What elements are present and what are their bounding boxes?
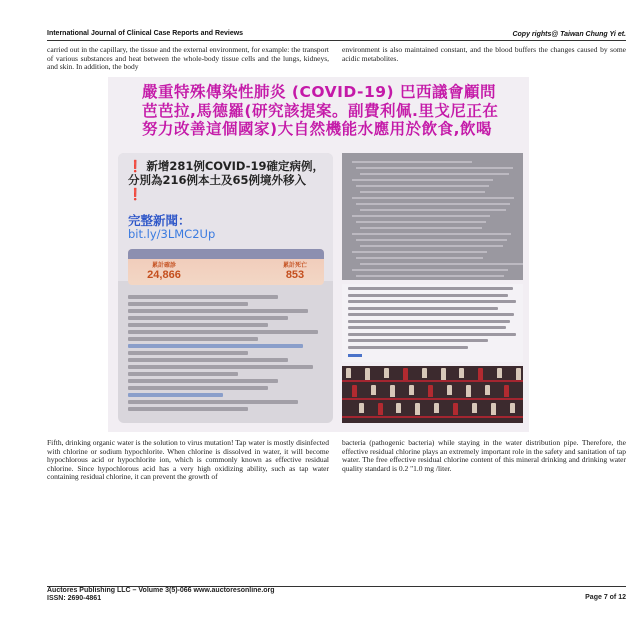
bottle xyxy=(409,385,414,395)
blurred-line xyxy=(128,344,303,348)
document-line xyxy=(352,197,514,199)
article-line xyxy=(348,294,508,297)
bottle xyxy=(428,385,433,397)
bottle xyxy=(491,403,496,415)
document-line xyxy=(356,239,507,241)
document-line xyxy=(352,251,487,253)
exclamation-icon-end: ❗ xyxy=(128,187,143,201)
bottle xyxy=(459,368,464,378)
document-line xyxy=(356,185,489,187)
bottle xyxy=(415,403,420,415)
covid-stats-card xyxy=(128,249,324,285)
blurred-line xyxy=(128,386,268,390)
article-line xyxy=(348,287,513,290)
document-line xyxy=(360,173,509,175)
bottle xyxy=(403,368,408,380)
document-line xyxy=(352,269,508,271)
article-line xyxy=(348,313,514,316)
full-news-label: 完整新聞： xyxy=(128,213,191,228)
shelf-edge xyxy=(342,398,523,400)
bottle xyxy=(472,403,477,413)
article-line xyxy=(348,333,516,336)
paragraph-bottom-right: bacteria (pathogenic bacteria) while staying in the water distribution pipe. Therefore, the effective residual chlorine plays an extremely important role in the safety and sanitation of tap water. The free effective residual chlorine content of this mineral drinking and drinking water quality standard is 0.2 "1.0 mg /liter. xyxy=(342,438,626,473)
blurred-line xyxy=(128,330,318,334)
blurred-line xyxy=(128,302,248,306)
bottle xyxy=(485,385,490,395)
journal-title: International Journal of Clinical Case Reports and Reviews xyxy=(47,30,244,37)
blurred-line xyxy=(128,400,298,404)
case-announcement xyxy=(128,159,324,201)
paragraph-top-left: carried out in the capillary, the tissue and the external environment, for example: the transport of various substances and heat between the whole-body tissue cells and the lungs, kidneys, and skin. In addition, the body xyxy=(47,45,329,71)
document-line xyxy=(356,257,483,259)
bottle xyxy=(447,385,452,395)
read-more-link xyxy=(348,354,362,357)
document-line xyxy=(360,245,503,247)
bottle xyxy=(390,385,395,397)
blurred-line xyxy=(128,295,278,299)
publisher-line: Auctores Publishing LLC – Volume 3(5)-066 www.auctoresonline.org xyxy=(47,587,275,594)
document-line xyxy=(360,209,506,211)
blurred-line xyxy=(128,379,278,383)
document-line xyxy=(356,203,510,205)
article-line xyxy=(348,346,468,349)
blurred-line xyxy=(128,372,238,376)
blurred-line xyxy=(128,337,258,341)
issn-line: ISSN: 2690-4861 xyxy=(47,595,102,602)
blurred-article-text xyxy=(342,284,523,362)
paragraph-top-right: environment is also maintained constant, and the blood buffers the changes caused by some acidic metabolites. xyxy=(342,45,626,63)
header-rule xyxy=(47,40,626,41)
document-line xyxy=(352,161,472,163)
bottle xyxy=(497,368,502,378)
stats-card-header xyxy=(128,249,324,259)
bottle xyxy=(453,403,458,415)
exclamation-icon: ❗ xyxy=(128,159,143,173)
blurred-line xyxy=(128,351,248,355)
bottle xyxy=(371,385,376,395)
announcement-text: 新增281例COVID-19確定病例，分別為216例本土及65例境外移入 xyxy=(128,159,324,187)
cumulative-cases-label: 累計確診 xyxy=(151,263,176,269)
document-line xyxy=(356,275,504,277)
bottle xyxy=(466,385,471,397)
article-line xyxy=(348,326,506,329)
blurred-line xyxy=(128,393,223,397)
blurred-line xyxy=(128,323,268,327)
article-line xyxy=(348,300,516,303)
store-shelf-photo xyxy=(342,366,523,423)
document-line xyxy=(360,263,523,265)
blurred-line xyxy=(128,407,248,411)
article-line xyxy=(348,320,510,323)
blurred-line xyxy=(128,365,313,369)
bottle xyxy=(384,368,389,378)
cumulative-cases-stat xyxy=(134,260,194,281)
shelf-edge xyxy=(342,380,523,382)
figure-title: 嚴重特殊傳染性肺炎 (COVID-19) 巴西議會顧問芭芭拉,馬德羅(研究該提案。副費利佩.里戈尼正在努力改善這個國家)大自然機能水應用於飲食,飲喝 xyxy=(142,83,499,138)
document-line xyxy=(356,221,486,223)
bottle xyxy=(478,368,483,380)
bottle xyxy=(365,368,370,380)
blurred-document-image xyxy=(342,153,523,280)
document-line xyxy=(352,179,493,181)
bottle xyxy=(396,403,401,413)
blurred-post-text xyxy=(128,295,324,415)
bottle xyxy=(346,368,351,378)
copyright-notice: Copy rights@ Taiwan Chung Yi et. xyxy=(512,31,626,38)
document-line xyxy=(360,191,485,193)
cumulative-deaths-stat xyxy=(268,260,322,281)
blurred-line xyxy=(128,309,308,313)
bottle xyxy=(378,403,383,415)
blurred-line xyxy=(128,316,288,320)
bottle xyxy=(434,403,439,413)
bottle xyxy=(516,368,521,380)
bottle xyxy=(441,368,446,380)
bottle xyxy=(504,385,509,397)
shelf-edge xyxy=(342,416,523,418)
bottle xyxy=(422,368,427,378)
social-post-panel xyxy=(118,153,333,423)
footer-publisher xyxy=(47,587,275,603)
bottle xyxy=(359,403,364,413)
paragraph-bottom-left: Fifth, drinking organic water is the solution to virus mutation! Tap water is mostly disinfected with chlorine or sodium hypochlorite. When chlorine is dissolved in water, it will become hypochlorous acid or hypochlorite ion, which is commonly known as effective residual chlorine. Since hypochlorous acid has a very high oxidizing ability, such as tap water containing residual chlorine, it can prevent the growth of xyxy=(47,438,329,481)
cumulative-deaths-value: 853 xyxy=(285,269,305,281)
document-line xyxy=(356,167,513,169)
bottle xyxy=(510,403,515,413)
blurred-line xyxy=(128,358,288,362)
news-short-link: bit.ly/3LMC2Up xyxy=(128,227,216,241)
page-number: Page 7 of 12 xyxy=(585,594,626,601)
document-line xyxy=(352,215,490,217)
cumulative-deaths-label: 累計死亡 xyxy=(282,263,307,269)
news-figure xyxy=(108,77,529,432)
document-line xyxy=(352,233,511,235)
cumulative-cases-value: 24,866 xyxy=(147,269,181,281)
document-line xyxy=(360,227,482,229)
article-line xyxy=(348,339,488,342)
article-line xyxy=(348,307,498,310)
bottle xyxy=(352,385,357,397)
